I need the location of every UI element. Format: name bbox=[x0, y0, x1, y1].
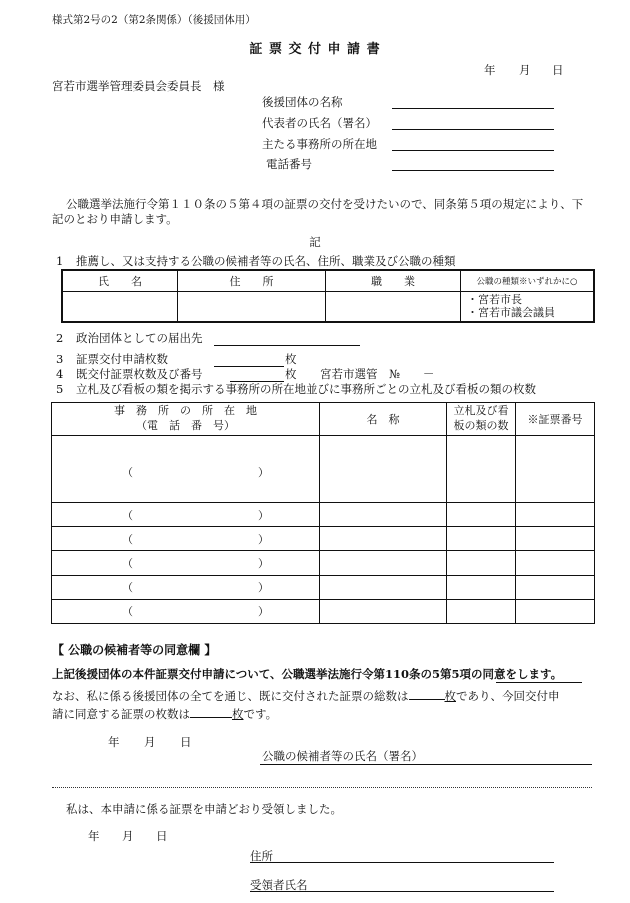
paren-close: ） bbox=[258, 532, 269, 546]
office-table bbox=[51, 402, 595, 624]
receipt-address-line[interactable] bbox=[250, 862, 554, 863]
cert-number-cell[interactable] bbox=[516, 502, 595, 526]
header-office-location-line1: 事 務 所 の 所 在 地 bbox=[114, 404, 257, 418]
intro-line-2: 記のとおり申請します。 bbox=[52, 212, 178, 226]
paren-open: （ bbox=[122, 508, 133, 522]
consent-line-1-underline bbox=[496, 682, 582, 683]
phone-line[interactable] bbox=[392, 170, 554, 171]
consent-date-year: 年 bbox=[108, 735, 120, 749]
ki-label: 記 bbox=[309, 235, 321, 249]
item4-ref: 宮若市選管 № － bbox=[320, 367, 435, 381]
field-label-org-name: 後援団体の名称 bbox=[262, 95, 343, 109]
item1-text: 推薦し、又は支持する公職の候補者等の氏名、住所、職業及び公職の種類 bbox=[76, 254, 456, 268]
receipt-name-line[interactable] bbox=[250, 891, 554, 892]
item3-line[interactable] bbox=[214, 366, 284, 367]
office-name-cell[interactable] bbox=[320, 436, 447, 503]
page-title: 証 票 交 付 申 請 書 bbox=[249, 42, 381, 57]
consent-date-day: 日 bbox=[180, 735, 192, 749]
header-office-location-line2: （電 話 番 号） bbox=[136, 419, 235, 432]
candidate-address-cell[interactable] bbox=[178, 291, 326, 322]
consent-total-blank[interactable] bbox=[409, 689, 445, 700]
signature-line[interactable] bbox=[260, 764, 592, 765]
consent-total-unit: 枚 bbox=[444, 689, 456, 703]
paren-open: （ bbox=[122, 532, 133, 546]
header-sign-count-line1: 立札及び看 bbox=[453, 404, 509, 418]
consent-line-3b: です。 bbox=[243, 707, 278, 721]
org-name-line[interactable] bbox=[392, 108, 554, 109]
date-month: 月 bbox=[519, 63, 531, 77]
representative-line[interactable] bbox=[392, 129, 554, 130]
cert-number-cell[interactable] bbox=[516, 527, 595, 551]
item5-number: 5 bbox=[56, 382, 64, 396]
signature-label: 公職の候補者等の氏名（署名） bbox=[262, 749, 423, 763]
paren-open: （ bbox=[122, 605, 133, 619]
consent-date-month: 月 bbox=[144, 735, 156, 749]
office-address-line[interactable] bbox=[392, 150, 554, 151]
consent-heading: 【 公職の候補者等の同意欄 】 bbox=[52, 643, 217, 657]
sign-count-cell[interactable] bbox=[447, 527, 516, 551]
header-office-location bbox=[52, 403, 320, 436]
header-office-name: 名 称 bbox=[320, 403, 447, 436]
office-location-cell[interactable] bbox=[52, 527, 320, 551]
cert-number-cell[interactable] bbox=[516, 575, 595, 599]
item3-number: 3 bbox=[56, 352, 64, 366]
consent-line-2a: なお、私に係る後援団体の全てを通じ、既に交付された証票の総数は bbox=[52, 689, 409, 703]
office-name-cell[interactable] bbox=[320, 599, 447, 623]
office-location-cell[interactable] bbox=[52, 575, 320, 599]
item4-number: 4 bbox=[56, 367, 64, 381]
header-office-type: 公職の種類※いずれかに○ bbox=[461, 270, 595, 291]
paren-open: （ bbox=[122, 581, 133, 595]
sign-count-cell[interactable] bbox=[447, 502, 516, 526]
item1-number: 1 bbox=[56, 254, 64, 268]
receipt-date-day: 日 bbox=[156, 829, 168, 843]
consent-line-3 bbox=[52, 707, 277, 722]
paren-close: ） bbox=[258, 581, 269, 595]
consent-line-2b: であり、今回交付申 bbox=[456, 689, 560, 703]
field-label-office-address: 主たる事務所の所在地 bbox=[262, 137, 377, 151]
form-code: 様式第2号の2（第2条関係）（後援団体用） bbox=[52, 14, 256, 26]
receipt-name-label: 受領者氏名 bbox=[250, 878, 308, 892]
receipt-text: 私は、本申請に係る証票を申請どおり受領しました。 bbox=[66, 802, 342, 816]
item2-text: 政治団体としての届出先 bbox=[76, 331, 203, 345]
office-name-cell[interactable] bbox=[320, 502, 447, 526]
office-name-cell[interactable] bbox=[320, 551, 447, 575]
office-name-cell[interactable] bbox=[320, 575, 447, 599]
header-name: 氏 名 bbox=[62, 270, 178, 291]
date-year: 年 bbox=[484, 63, 496, 77]
item4-text: 既交付証票枚数及び番号 bbox=[76, 367, 203, 381]
addressee: 宮若市選挙管理委員会委員長 様 bbox=[52, 79, 225, 93]
field-label-representative: 代表者の氏名（署名） bbox=[262, 116, 377, 130]
sign-count-cell[interactable] bbox=[447, 551, 516, 575]
intro-line-1: 公職選挙法施行令第１１０条の５第４項の証票の交付を受けたいので、同条第５項の規定により、下 bbox=[66, 197, 584, 211]
item4-unit: 枚 bbox=[285, 367, 297, 381]
field-label-phone: 電話番号 bbox=[266, 157, 312, 171]
date-day: 日 bbox=[552, 63, 564, 77]
header-cert-number: ※証票番号 bbox=[516, 403, 595, 436]
sign-count-cell[interactable] bbox=[447, 575, 516, 599]
cert-number-cell[interactable] bbox=[516, 551, 595, 575]
item3-text: 証票交付申請枚数 bbox=[76, 352, 168, 366]
consent-line-3a: 請に同意する証票の枚数は bbox=[52, 707, 190, 721]
office-location-cell[interactable]: （ ） bbox=[52, 436, 320, 503]
office-name-cell[interactable] bbox=[320, 527, 447, 551]
office-location-cell[interactable] bbox=[52, 551, 320, 575]
consent-count-unit: 枚 bbox=[232, 707, 244, 721]
section-divider bbox=[52, 787, 592, 788]
paren-close: ） bbox=[258, 605, 269, 619]
receipt-date-month: 月 bbox=[122, 829, 134, 843]
paren-open: （ bbox=[122, 556, 133, 570]
item2-line[interactable] bbox=[214, 345, 360, 346]
paren-close: ） bbox=[258, 508, 269, 522]
option-council[interactable]: ・宮若市議会議員 bbox=[467, 306, 555, 320]
office-location-cell[interactable] bbox=[52, 599, 320, 623]
item3-unit: 枚 bbox=[285, 352, 297, 366]
candidate-occupation-cell[interactable] bbox=[326, 291, 461, 322]
header-sign-count-line2: 板の類の数 bbox=[453, 419, 509, 432]
header-occupation: 職 業 bbox=[326, 270, 461, 291]
item2-number: 2 bbox=[56, 331, 64, 345]
receipt-date-year: 年 bbox=[88, 829, 100, 843]
paren-close: ） bbox=[258, 556, 269, 570]
option-mayor[interactable]: ・宮若市長 bbox=[467, 292, 522, 306]
sign-count-cell[interactable] bbox=[447, 599, 516, 623]
item5-text: 立札及び看板の類を掲示する事務所の所在地並びに事務所ごとの立札及び看板の類の枚数 bbox=[76, 382, 536, 396]
consent-count-blank[interactable] bbox=[190, 707, 232, 718]
office-type-options[interactable] bbox=[461, 291, 595, 322]
consent-line-1: 上記後援団体の本件証票交付申請について、公職選挙法施行令第110条の5第5項の同意をします。 bbox=[52, 667, 563, 681]
cert-number-cell[interactable] bbox=[516, 599, 595, 623]
sign-count-cell[interactable] bbox=[447, 436, 516, 503]
header-address: 住 所 bbox=[178, 270, 326, 291]
office-location-cell[interactable] bbox=[52, 502, 320, 526]
consent-line-2 bbox=[52, 689, 560, 704]
cert-number-cell[interactable] bbox=[516, 436, 595, 503]
header-sign-count bbox=[447, 403, 516, 436]
receipt-address-label: 住所 bbox=[250, 849, 273, 863]
candidate-table bbox=[61, 269, 595, 323]
candidate-name-cell[interactable] bbox=[62, 291, 178, 322]
